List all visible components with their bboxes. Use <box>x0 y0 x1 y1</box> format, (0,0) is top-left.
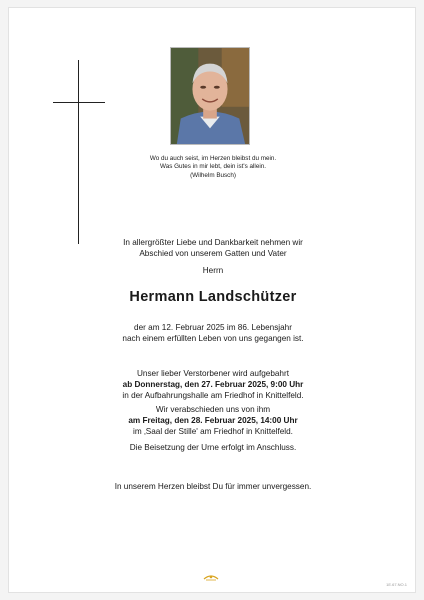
viewing-location: in der Aufbahrungshalle am Friedhof in Knittelfeld. <box>122 391 304 400</box>
quote-line-1: Wo du auch seist, im Herzen bleibst du mein. <box>149 155 277 162</box>
quote-line-2: Was Gutes in mir lebt, dein ist's allein. <box>160 163 266 171</box>
farewell-line-1: Wir verabschieden uns von ihm <box>155 405 271 414</box>
cross-icon <box>78 60 79 244</box>
viewing-line-1: Unser lieber Verstorbener wird aufgebahrt <box>136 369 289 378</box>
cross-icon-bar <box>53 102 105 103</box>
death-line-2: nach einem erfüllten Leben von uns gegangen ist. <box>122 334 304 343</box>
portrait-photo <box>170 47 250 145</box>
farewell-date: am Freitag, den 28. Februar 2025, 14:00 Uhr <box>128 416 298 425</box>
death-line-1: der am 12. Februar 2025 im 86. Lebensjahr <box>134 323 292 332</box>
intro-text <box>9 237 417 259</box>
death-notice <box>9 322 417 344</box>
footer-code: 1E.67.NO.1 <box>386 582 407 587</box>
obituary-sheet <box>8 7 416 593</box>
closing-line: In unserem Herzen bleibst Du für immer unvergessen. <box>114 482 312 491</box>
quote-author: (Wilhelm Busch) <box>190 171 236 179</box>
viewing-info <box>9 368 417 401</box>
funeral-home-logo <box>203 573 219 581</box>
salutation: Herrn <box>202 266 224 275</box>
quote <box>9 155 417 180</box>
intro-line-2: Abschied von unserem Gatten und Vater <box>139 249 287 258</box>
urn-burial: Die Beisetzung der Urne erfolgt im Anschluss. <box>129 443 297 452</box>
viewing-date: ab Donnerstag, den 27. Februar 2025, 9:00 Uhr <box>122 380 304 389</box>
deceased-name: Hermann Landschützer <box>129 289 297 305</box>
intro-line-1: In allergrößter Liebe und Dankbarkeit nehmen wir <box>123 238 303 247</box>
farewell-info <box>9 404 417 437</box>
farewell-location: im ‚Saal der Stille' am Friedhof in Knittelfeld. <box>133 427 293 436</box>
